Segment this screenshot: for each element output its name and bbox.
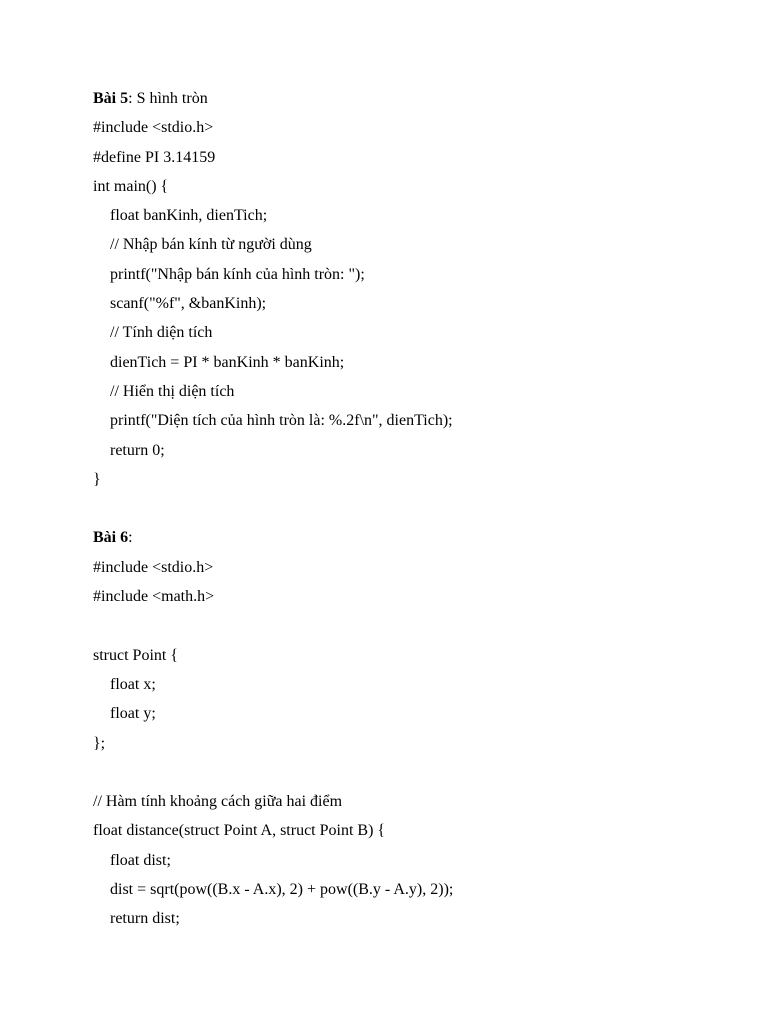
code-comment: // Tính diện tích xyxy=(110,324,213,342)
bai5-heading-label: Bài 5 xyxy=(93,90,129,107)
code-line: float distance(struct Point A, struct Point B) { xyxy=(93,822,386,840)
document-page xyxy=(93,84,733,934)
code-line: } xyxy=(93,470,101,488)
code-line: dist = sqrt(pow((B.x - A.x), 2) + pow((B.y - A.y), 2)); xyxy=(110,881,454,899)
code-line: return dist; xyxy=(110,910,180,928)
code-comment: // Nhập bán kính từ người dùng xyxy=(110,236,312,254)
code-line: int main() { xyxy=(93,177,169,195)
code-line: }; xyxy=(93,734,106,752)
code-line: #include <stdio.h> xyxy=(93,119,214,137)
code-comment: // Hiển thị diện tích xyxy=(110,382,235,400)
code-line: dienTich = PI * banKinh * banKinh; xyxy=(110,353,345,371)
code-line: float y; xyxy=(110,705,156,723)
bai6-heading-label: Bài 6 xyxy=(93,529,129,547)
blank-line xyxy=(93,494,733,523)
code-line: float banKinh, dienTich; xyxy=(110,207,268,225)
bai6-heading-text: : xyxy=(128,529,133,547)
code-line: #define PI 3.14159 xyxy=(93,148,216,166)
code-line: scanf("%f", &banKinh); xyxy=(110,295,267,313)
blank-line xyxy=(93,611,733,640)
bai5-heading-text: : S hình tròn xyxy=(128,90,208,107)
code-line: #include <stdio.h> xyxy=(93,558,214,576)
bai5-heading xyxy=(93,84,733,113)
code-line: printf("Diện tích của hình tròn là: %.2f\n", dienTich); xyxy=(110,412,453,430)
code-line: float x; xyxy=(110,675,156,693)
bai6-heading xyxy=(93,523,733,552)
code-line: printf("Nhập bán kính của hình tròn: "); xyxy=(110,265,365,283)
code-line: return 0; xyxy=(110,441,165,459)
code-line: #include <math.h> xyxy=(93,588,215,606)
blank-line xyxy=(93,758,733,787)
code-line: float dist; xyxy=(110,851,171,869)
code-comment: // Hàm tính khoảng cách giữa hai điểm xyxy=(93,793,343,811)
code-line: struct Point { xyxy=(93,646,179,664)
